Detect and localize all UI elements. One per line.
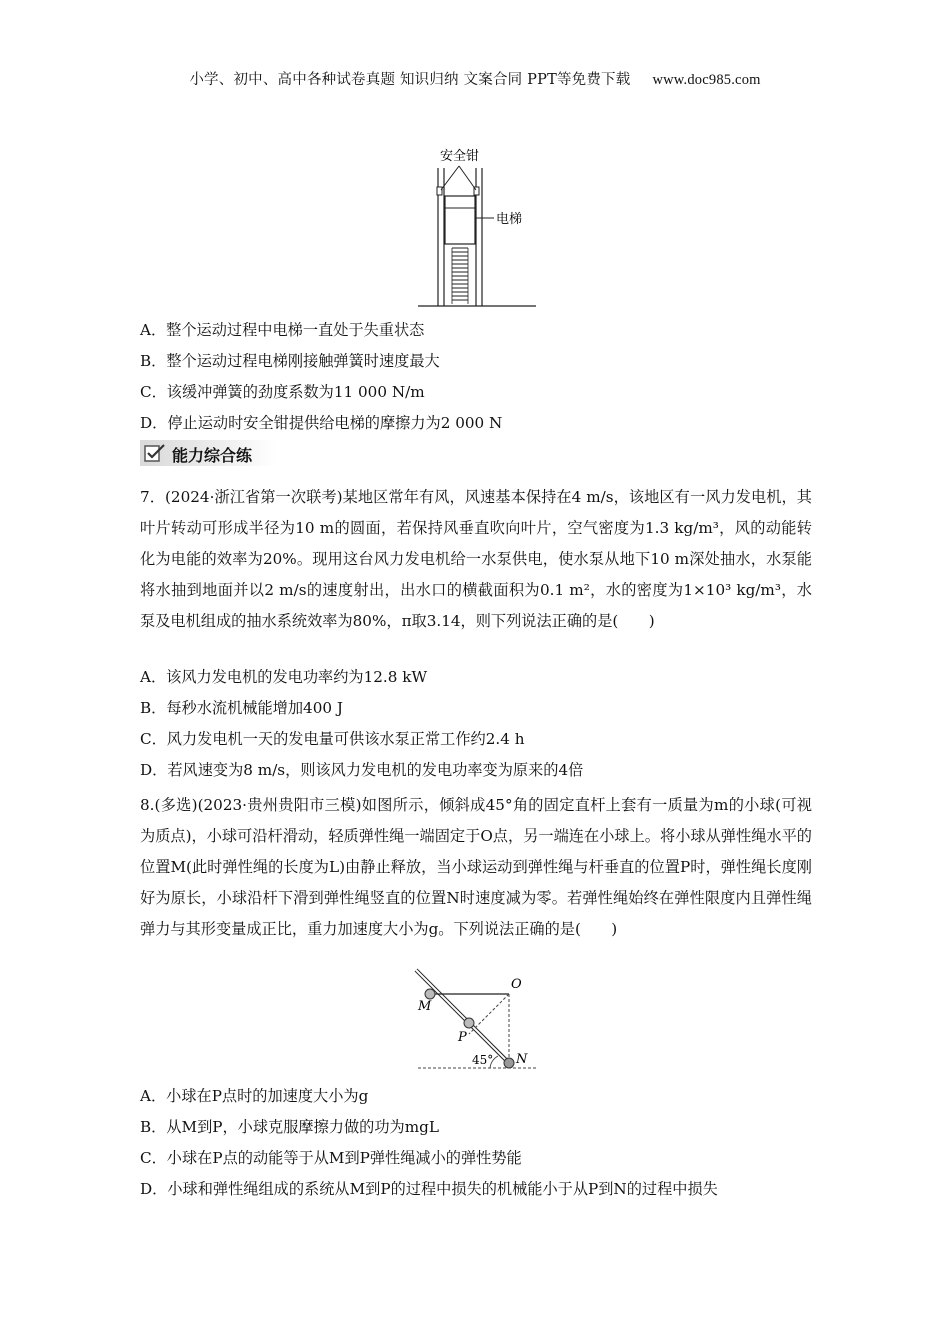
q8-option-c: C．小球在P点的动能等于从M到P弹性绳减小的弹性势能 bbox=[140, 1149, 522, 1167]
q8-option-a: A．小球在P点时的加速度大小为g bbox=[140, 1087, 369, 1105]
label-p: P bbox=[458, 1030, 467, 1045]
header-text: 小学、初中、高中各种试卷真题 知识归纳 文案合同 PPT等免费下载 bbox=[189, 72, 631, 88]
label-elevator: 电梯 bbox=[496, 212, 523, 227]
header-url[interactable]: www.doc985.com bbox=[652, 72, 761, 88]
label-m: M bbox=[418, 999, 432, 1014]
checklist-icon bbox=[144, 443, 166, 463]
q6-option-d: D．停止运动时安全钳提供给电梯的摩擦力为2 000 N bbox=[140, 414, 503, 432]
q8-option-d: D．小球和弹性绳组成的系统从M到P的过程中损失的机械能小于从P到N的过程中损失 bbox=[140, 1180, 718, 1198]
q7-stem: 7．(2024·浙江省第一次联考)某地区常年有风，风速基本保持在4 m/s，该地区有一风力发电机，其叶片转动可形成半径为10 m的圆面，若保持风垂直吹向叶片，空气密度为1.3 kg/m³，风的动能转化为电能的效率为20%。现用这台风力发电机给一水泵供电，使水泵从地下10 m深处抽水，水泵能将水抽到地面并以2 m/s的速度射出，出水口的横截面积为0.1 m²，水的密度为1×10³ kg/m³，水泵及电机组成的抽水系统效率为80%，π取3.14，则下列说法正确的是( ) bbox=[140, 488, 812, 630]
q7-option-c: C．风力发电机一天的发电量可供该水泵正常工作约2.4 h bbox=[140, 730, 525, 748]
q7-option-a: A．该风力发电机的发电功率约为12.8 kW bbox=[140, 668, 428, 686]
section-title: 能力综合练 bbox=[172, 446, 253, 465]
incline-rod-figure bbox=[408, 968, 540, 1074]
q7-option-b: B．每秒水流机械能增加400 J bbox=[140, 699, 343, 717]
label-angle: 45° bbox=[472, 1053, 494, 1067]
label-safety-clamp: 安全钳 bbox=[440, 149, 480, 164]
q8-stem: 8.(多选)(2023·贵州贵阳市三模)如图所示，倾斜成45°角的固定直杆上套有一质量为m的小球(可视为质点)，小球可沿杆滑动，轻质弹性绳一端固定于O点，另一端连在小球上。将小球从弹性绳水平的位置M(此时弹性绳的长度为L)由静止释放，当小球运动到弹性绳与杆垂直的位置P时，弹性绳长度刚好为原长，小球沿杆下滑到弹性绳竖直的位置N时速度减为零。若弹性绳始终在弹性限度内且弹性绳弹力与其形变量成正比，重力加速度大小为g。下列说法正确的是( ) bbox=[140, 796, 812, 938]
q6-option-c: C．该缓冲弹簧的劲度系数为11 000 N/m bbox=[140, 383, 425, 401]
q7-option-d: D．若风速变为8 m/s，则该风力发电机的发电功率变为原来的4倍 bbox=[140, 761, 584, 779]
q6-option-b: B．整个运动过程电梯刚接触弹簧时速度最大 bbox=[140, 352, 440, 370]
q8-option-b: B．从M到P，小球克服摩擦力做的功为mgL bbox=[140, 1118, 439, 1136]
section-header bbox=[140, 440, 276, 466]
page-header bbox=[0, 68, 950, 89]
label-o: O bbox=[511, 977, 522, 992]
elevator-figure bbox=[418, 146, 538, 310]
q6-option-a: A．整个运动过程中电梯一直处于失重状态 bbox=[140, 321, 425, 339]
label-n: N bbox=[516, 1052, 528, 1067]
